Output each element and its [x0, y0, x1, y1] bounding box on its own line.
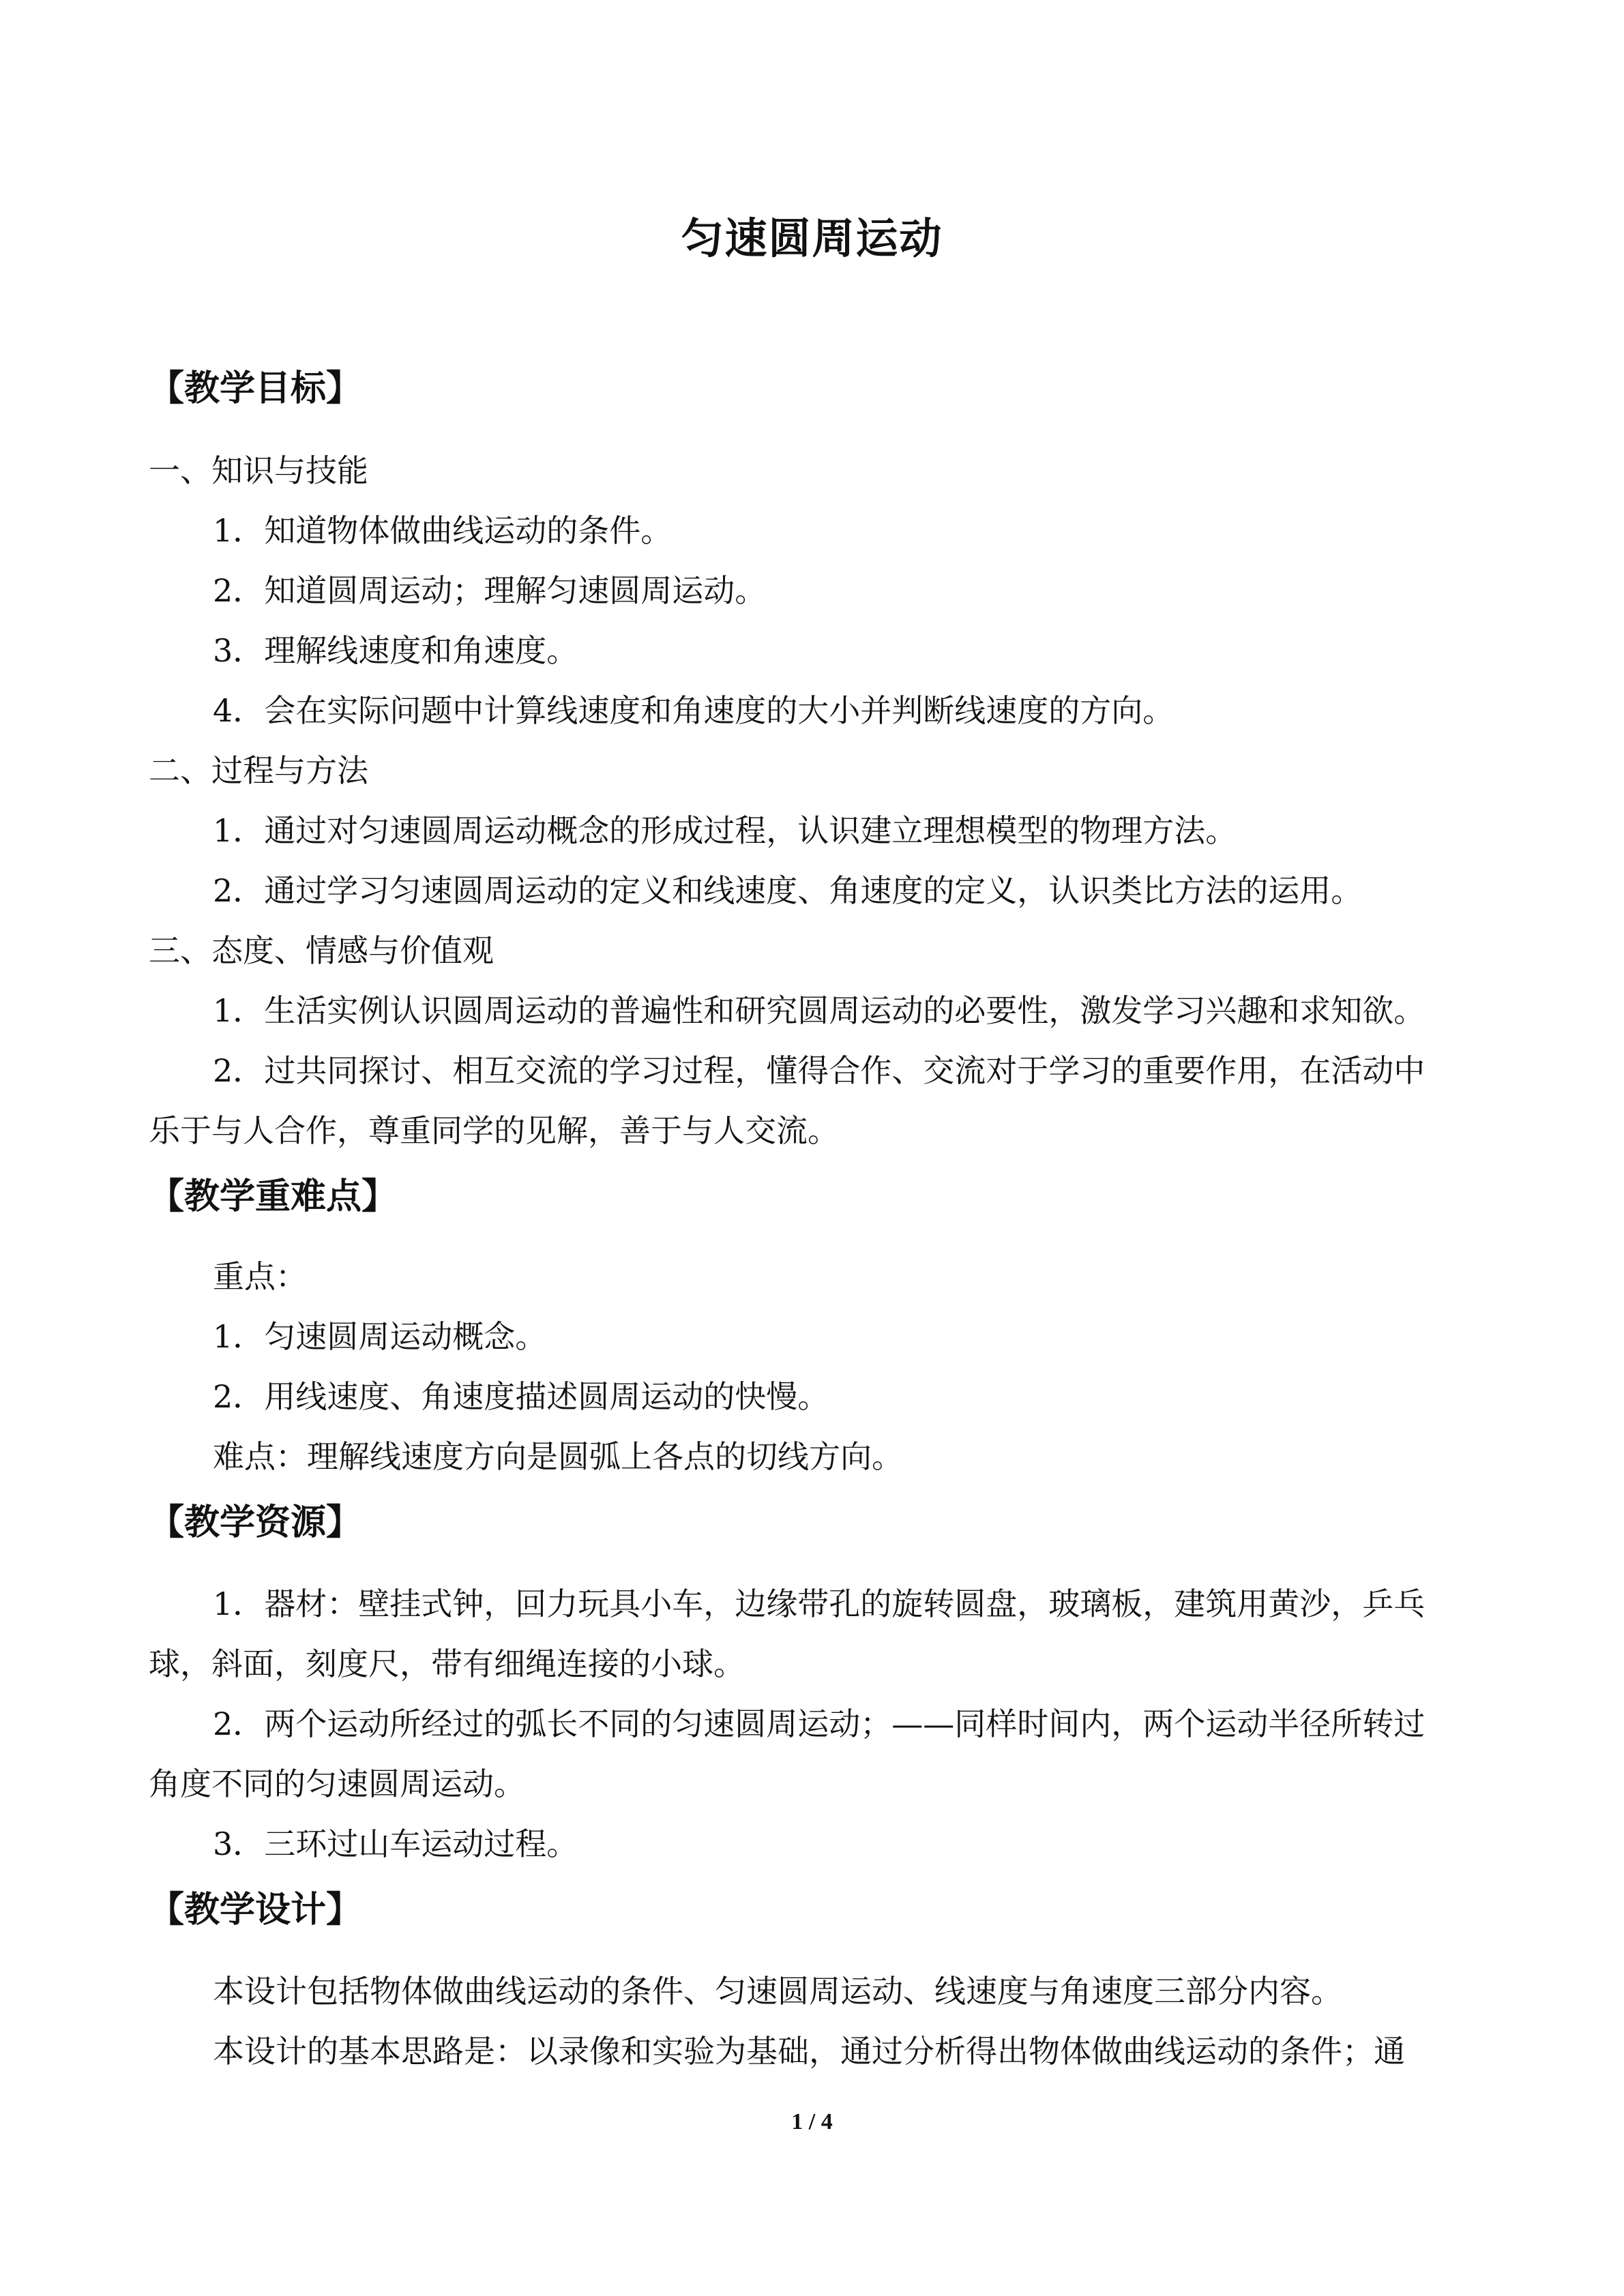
process-item-1: 1．通过对匀速圆周运动概念的形成过程，认识建立理想模型的物理方法。 — [213, 812, 1237, 849]
resource-item-3: 3．三环过山车运动过程。 — [213, 1825, 578, 1862]
attitude-item-1: 1．生活实例认识圆周运动的普遍性和研究圆周运动的必要性，激发学习兴趣和求知欲。 — [213, 992, 1426, 1029]
knowledge-item-2: 2．知道圆周运动；理解匀速圆周运动。 — [213, 572, 767, 609]
process-item-2: 2．通过学习匀速圆周运动的定义和线速度、角速度的定义，认识类比方法的运用。 — [213, 872, 1363, 909]
resource-item-2-line-2: 角度不同的匀速圆周运动。 — [149, 1765, 525, 1802]
subheading-knowledge: 一、知识与技能 — [149, 452, 368, 489]
page-number: 1 / 4 — [791, 2109, 833, 2134]
knowledge-item-4: 4．会在实际问题中计算线速度和角速度的大小并判断线速度的方向。 — [213, 692, 1175, 729]
document-title: 匀速圆周运动 — [681, 213, 943, 263]
section-heading-key-points: 【教学重难点】 — [149, 1176, 398, 1217]
knowledge-item-1: 1．知道物体做曲线运动的条件。 — [213, 512, 673, 549]
design-paragraph-2-line-1: 本设计的基本思路是：以录像和实验为基础，通过分析得出物体做曲线运动的条件；通 — [213, 2033, 1405, 2070]
attitude-item-2-line-1: 2．过共同探讨、相互交流的学习过程，懂得合作、交流对于学习的重要作用，在活动中 — [213, 1052, 1426, 1089]
section-heading-resources: 【教学资源】 — [149, 1502, 362, 1543]
resource-item-2-line-1: 2．两个运动所经过的弧长不同的匀速圆周运动；——同样时间内，两个运动半径所转过 — [213, 1705, 1426, 1742]
subheading-attitude: 三、态度、情感与价值观 — [149, 932, 494, 969]
difficulty-point: 难点：理解线速度方向是圆弧上各点的切线方向。 — [213, 1438, 903, 1475]
focus-item-2: 2．用线速度、角速度描述圆周运动的快慢。 — [213, 1378, 829, 1415]
section-heading-objectives: 【教学目标】 — [149, 368, 362, 409]
knowledge-item-3: 3．理解线速度和角速度。 — [213, 632, 578, 669]
resource-item-1-line-1: 1．器材：壁挂式钟，回力玩具小车，边缘带孔的旋转圆盘，玻璃板，建筑用黄沙，乒乓 — [213, 1585, 1426, 1622]
resource-item-1-line-2: 球，斜面，刻度尺，带有细绳连接的小球。 — [149, 1645, 745, 1682]
focus-item-1: 1．匀速圆周运动概念。 — [213, 1318, 547, 1355]
focus-label: 重点： — [213, 1258, 307, 1295]
attitude-item-2-line-2: 乐于与人合作，尊重同学的见解，善于与人交流。 — [149, 1112, 839, 1149]
section-heading-design: 【教学设计】 — [149, 1890, 362, 1930]
subheading-process: 二、过程与方法 — [149, 752, 368, 789]
design-paragraph-1: 本设计包括物体做曲线运动的条件、匀速圆周运动、线速度与角速度三部分内容。 — [213, 1973, 1342, 2010]
